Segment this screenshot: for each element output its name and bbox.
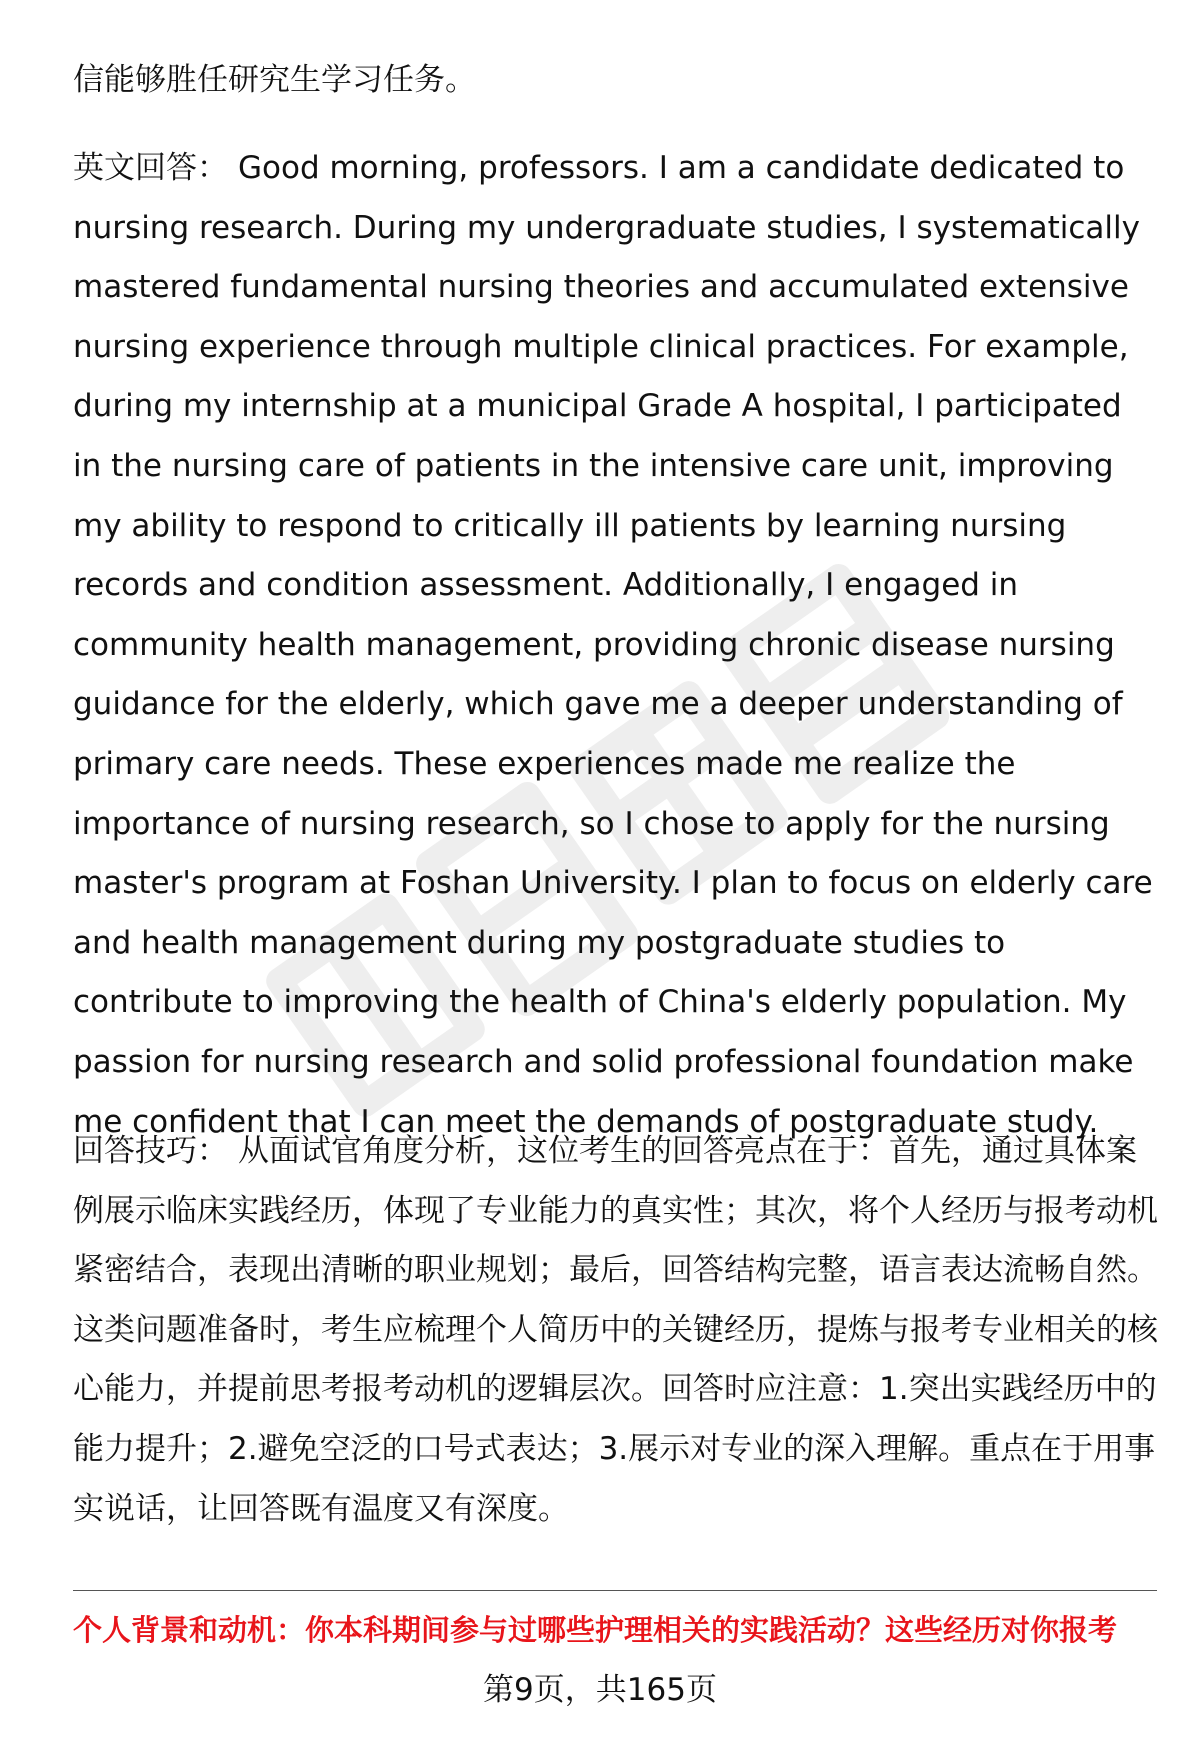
next-question-heading: 个人背景和动机：你本科期间参与过哪些护理相关的实践活动？这些经历对你报考 <box>73 1613 1118 1647</box>
english-answer-paragraph <box>73 139 1159 1152</box>
continuation-paragraph <box>73 51 1159 111</box>
page-number: 第9页，共165页 <box>483 1672 717 1708</box>
tips-text: 从面试官角度分析，这位考生的回答亮点在于：首先，通过具体案例展示临床实践经历，体现了专业能力的真实性；其次，将个人经历与报考动机紧密结合，表现出清晰的职业规划；最后，回答结构完整，语言表达流畅自然。这类问题准备时，考生应梳理个人简历中的关键经历，提炼与报考专业相关的核心能力，并提前思考报考动机的逻辑层次。回答时应注意：1.突出实践经历中的能力提升；2.避免空泛的口号式表达；3.展示对专业的深入理解。重点在于用事实说话，让回答既有温度又有深度。 <box>73 1133 1158 1527</box>
tips-paragraph <box>73 1122 1159 1539</box>
english-answer-text: Good morning, professors. I am a candidate dedicated to nursing research. During my undergraduate studies, I systematically mastered fundamental nursing theories and accumulated extensive nursing experience through multiple clinical practices. For example, during my internship at a municipal Grade A hospital, I participated in the nursing care of patients in the intensive care unit, improving my ability to respond to critically ill patients by learning nursing records and condition assessment. Additionally, I engaged in community health management, providing chronic disease nursing guidance for the elderly, which gave me a deeper understanding of primary care needs. These experiences made me realize the importance of nursing research, so I chose to apply for the nursing master's program at Foshan University. I plan to focus on elderly care and health management during my postgraduate studies to contribute to improving the health of China's elderly population. My passion for nursing research and solid professional foundation make me confident that I can meet the demands of postgraduate study. <box>73 150 1153 1140</box>
continuation-text: 信能够胜任研究生学习任务。 <box>73 62 476 98</box>
section-divider <box>73 1590 1157 1591</box>
tips-label: 回答技巧： <box>73 1133 228 1169</box>
english-answer-label: 英文回答： <box>73 150 228 186</box>
